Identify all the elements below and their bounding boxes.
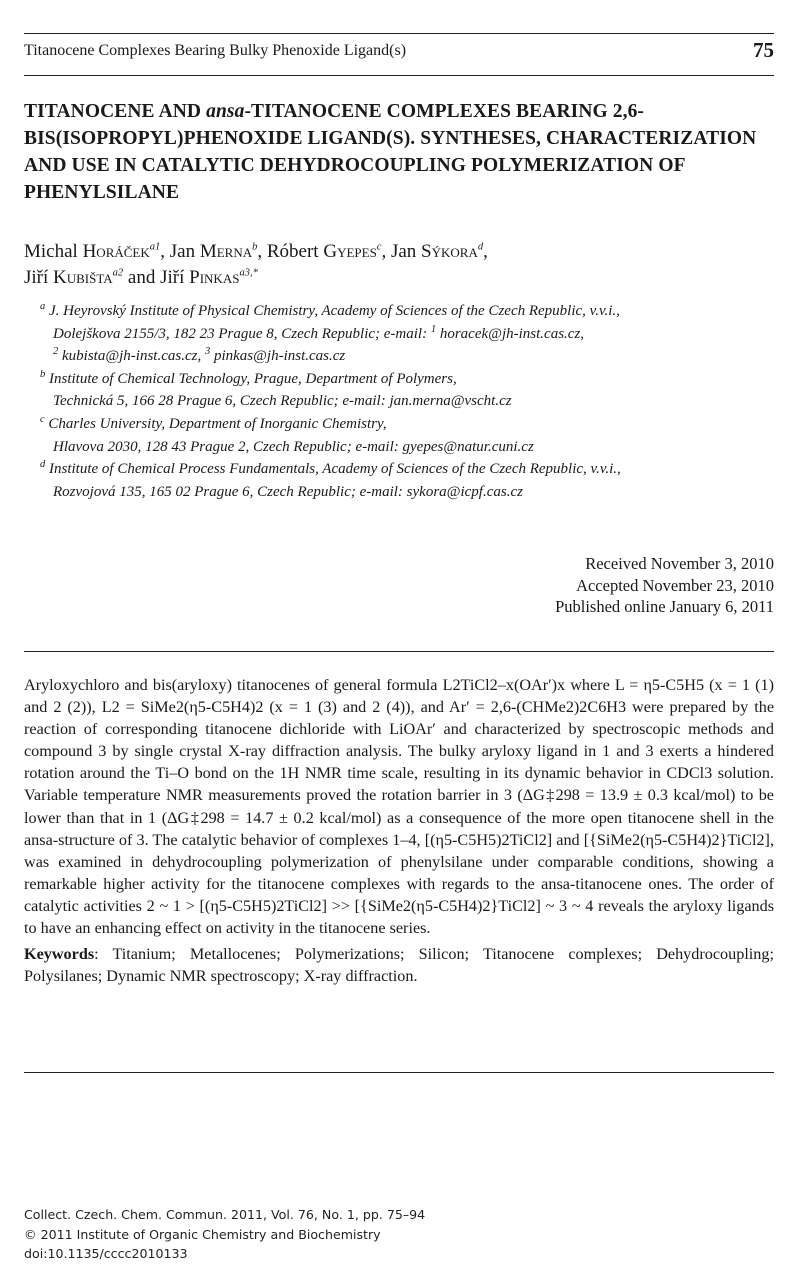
article-dates <box>555 553 774 618</box>
title-ansa: ansa <box>206 101 245 122</box>
author-4: Jan Sýkora$^d$ <box>390 241 484 262</box>
author-6: Jiří Pinkas$^{a3,*}$ <box>160 267 258 288</box>
keywords-text: : Titanium; Metallocenes; Polymerizations; Silicon; Titanocene complexes; Dehydrocoupling; Polysilanes; Dynamic NMR spectroscopy; X-ray diffraction. <box>24 945 774 986</box>
footer-copyright: © 2011 Institute of Organic Chemistry and Biochemistry <box>24 1226 381 1242</box>
footer-doi: doi:10.1135/cccc2010133 <box>24 1246 188 1261</box>
affiliation-d: $^d$ Institute of Chemical Process Fundamentals, Academy of Sciences of the Czech Republic, v.v.i., Rozvojová 135, 165 02 Prague 6, Czech Republic; e-mail: sykora@icpf.cas.cz <box>40 459 621 500</box>
abstract-bottom-rule <box>24 1072 774 1073</box>
author-5: Jiří Kubišta$^{a2}$ <box>24 267 124 288</box>
author-2: Jan Merna$^b$ <box>169 241 258 262</box>
title-part1: TITANOCENE AND <box>24 101 207 122</box>
footer <box>24 1205 425 1264</box>
page-number: 75 <box>753 38 774 62</box>
article-title <box>24 98 774 206</box>
keywords-label: Keywords <box>24 945 95 964</box>
accepted-date: Accepted November 23, 2010 <box>576 575 774 595</box>
running-head-title: Titanocene Complexes Bearing Bulky Phenoxide Ligand(s) <box>24 42 407 59</box>
author-list: Michal Horáček$^{a1}$, Jan Merna$^b$, Róbert Gyepes$^c$, Jan Sýkora$^d$, Jiří Kubišta$^{a2}$ and Jiří Pinkas$^{a3,*}$ <box>24 241 488 288</box>
abstract <box>24 674 774 987</box>
top-rule <box>24 33 774 34</box>
affiliations <box>40 300 770 503</box>
running-head <box>24 38 774 62</box>
author-1: Michal Horáček$^{a1}$ <box>24 241 161 262</box>
header-rule <box>24 75 774 76</box>
affiliation-c: $^c$ Charles University, Department of Inorganic Chemistry, Hlavova 2030, 128 43 Prague 2, Czech Republic; e-mail: gyepes@natur.cuni.cz <box>40 413 534 455</box>
keywords <box>24 943 774 987</box>
affiliation-a: $^a$ J. Heyrovský Institute of Physical Chemistry, Academy of Sciences of the Czech Republic, v.v.i., Dolejškova 2155/3, 182 23 Prague 8, Czech Republic; e-mail: $^1$ horacek@jh-inst.cas.cz, $^2$ kubista@jh-inst.cas.cz, $^3$ pinkas@jh-inst.cas.cz <box>40 301 620 365</box>
footer-citation: Collect. Czech. Chem. Commun. 2011, Vol. 76, No. 1, pp. 75–94 <box>24 1207 426 1222</box>
received-date: Received November 3, 2010 <box>585 554 774 573</box>
abstract-text: Aryloxychloro and bis(aryloxy) titanocenes of general formula L2TiCl2–x(OAr′)x where L = η5-C5H5 (x = 1 (1) and 2 (2)), L2 = SiMe2(η5-C5H4)2 (x = 1 (3) and 2 (4)), and Ar′ = 2,6-(CHMe2)2C6H3 were prepared by the reaction of corresponding titanocene dichloride with LiOAr′ and characterized by spectroscopic methods and compound 3 by single crystal X-ray diffraction analysis. The bulky aryloxy ligand in 1 and 3 exerts a hindered rotation around the Ti–O bond on the 1H NMR time scale, resulting in its dynamic behavior in CDCl3 solution. Variable temperature NMR measurements proved the rotation barrier in 3 (ΔG‡298 = 13.9 ± 0.3 kcal/mol) to be lower than that in 1 (ΔG‡298 = 14.7 ± 0.2 kcal/mol) as a consequence of the more open titanocene shell in the ansa-structure of 3. The catalytic behavior of complexes 1–4, [(η5-C5H5)2TiCl2] and [{SiMe2(η5-C5H4)2}TiCl2], was examined in dehydrocoupling polymerization of phenylsilane under comparable conditions, showing a remarkable higher activity for the titanocene complexes with regards to the ansa-titanocene ones. The order of catalytic activities 2 ~ 1 > [(η5-C5H5)2TiCl2] >> [{SiMe2(η5-C5H4)2}TiCl2] ~ 3 ~ 4 reveals the aryloxy ligands to have an enhancing effect on activity in the titanocene series. <box>24 676 774 938</box>
title-part2: -TITANOCENE COMPLEXES BEARING 2,6-BIS(ISOPROPYL)PHENOXIDE LIGAND(S). SYNTHESES, CHARACTERIZATION AND USE IN CATALYTIC DEHYDROCOUPLING POLYMERIZATION OF PHENYLSILANE <box>24 101 757 203</box>
affiliation-b: $^b$ Institute of Chemical Technology, Prague, Department of Polymers, Technická 5, 166 28 Prague 6, Czech Republic; e-mail: jan.merna@vscht.cz <box>40 368 512 410</box>
published-date: Published online January 6, 2011 <box>555 597 774 616</box>
abstract-top-rule <box>24 651 774 652</box>
author-3: Róbert Gyepes$^c$ <box>266 241 382 262</box>
